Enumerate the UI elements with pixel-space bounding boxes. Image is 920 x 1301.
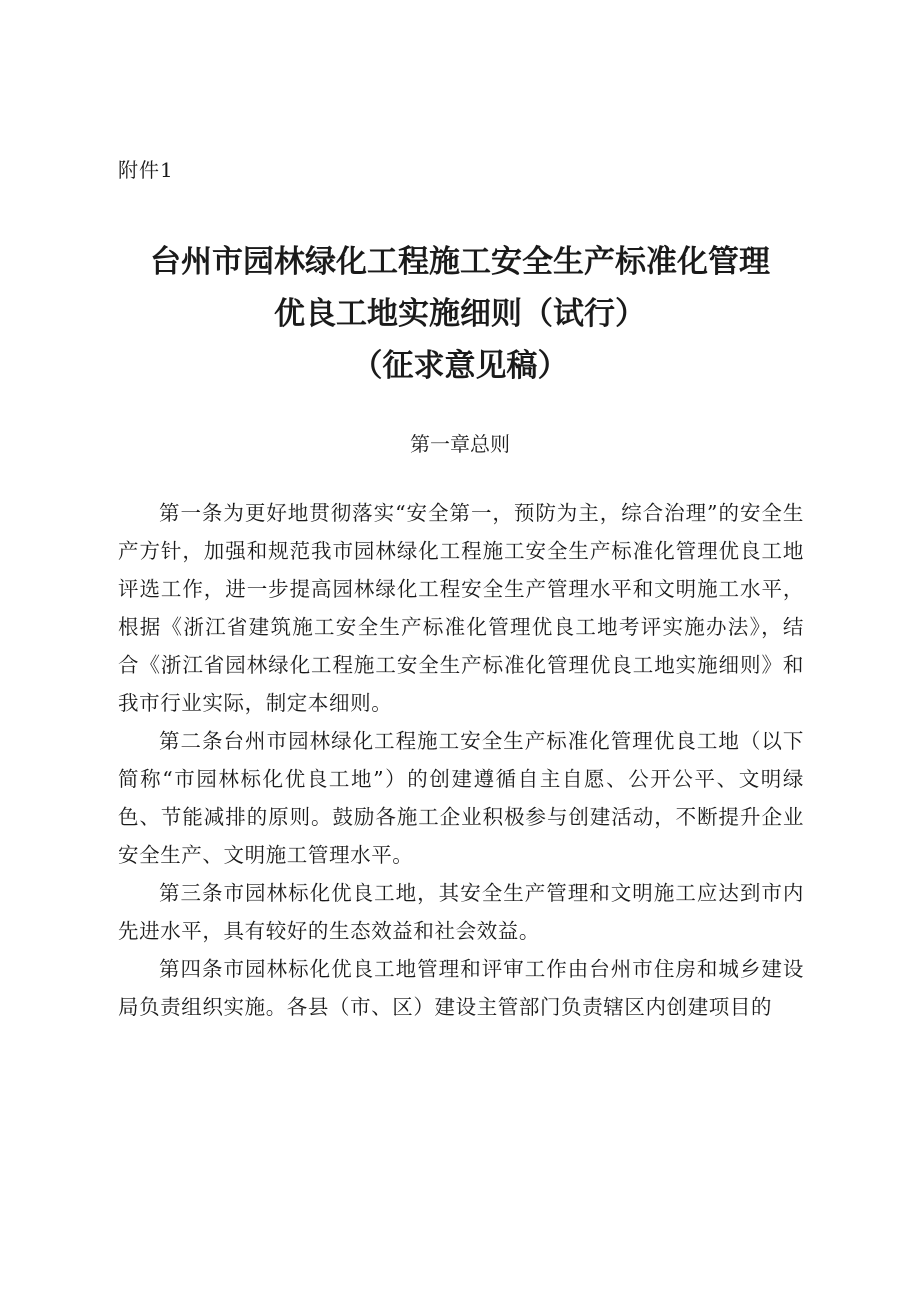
article-2: 第二条台州市园林绿化工程施工安全生产标准化管理优良工地（以下简称“市园林标化优良工地”）的创建遵循自主自愿、公开公平、文明绿色、节能减排的原则。鼓励各施工企业积极参与创建活动，不断提升企业安全生产、文明施工管理水平。	[118, 729, 804, 867]
chapter-heading: 第一章总则	[410, 432, 510, 456]
attachment-label: 附件1	[118, 158, 174, 182]
document-title	[60, 236, 860, 392]
article-3: 第三条市园林标化优良工地，其安全生产管理和文明施工应达到市内先进水平，具有较好的生态效益和社会效益。	[118, 881, 804, 943]
article-4: 第四条市园林标化优良工地管理和评审工作由台州市住房和城乡建设局负责组织实施。各县（市、区）建设主管部门负责辖区内创建项目的	[118, 957, 804, 1019]
title-line-1: 台州市园林绿化工程施工安全生产标准化管理	[150, 244, 770, 280]
document-body	[118, 494, 804, 1026]
article-1: 第一条为更好地贯彻落实“安全第一，预防为主，综合治理”的安全生产方针，加强和规范我市园林绿化工程施工安全生产标准化管理优良工地评选工作，进一步提高园林绿化工程安全生产管理水平和文明施工水平，根据《浙江省建筑施工安全生产标准化管理优良工地考评实施办法》，结合《浙江省园林绿化工程施工安全生产标准化管理优良工地实施细则》和我市行业实际，制定本细则。	[118, 501, 804, 715]
title-line-3: （征求意见稿）	[351, 348, 569, 384]
title-line-2: 优良工地实施细则（试行）	[274, 296, 646, 332]
